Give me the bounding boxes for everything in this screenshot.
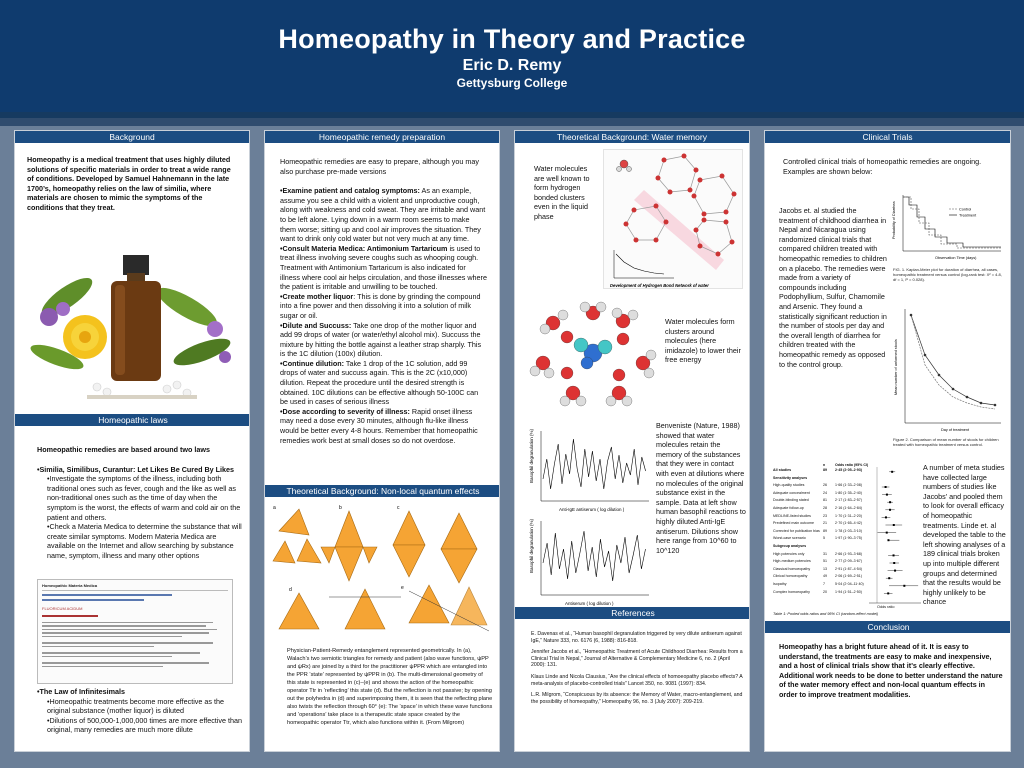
table-cell-or: 2·16 (1·64–2·84) <box>835 505 862 510</box>
table-cell-or: 2·66 (1·93–3·68) <box>835 551 862 556</box>
table-cell-n: 20 <box>823 589 827 594</box>
table-cell-label: Subgroup analyses <box>773 543 807 548</box>
forest-point <box>893 554 895 556</box>
prep-step-2: •Consult Materia Medica: Antimonium Tartaricum is used to treat illness involving severe coughs such as whooping cough. Treatment with Antimonium Tartaricum is also indicated for illness where cool air helps circulation, and those illnesses where the patient is irritable and unwilling to be touched. <box>280 243 487 292</box>
km-xlabel: Observation Time (days) <box>935 256 977 260</box>
svg-text:e: e <box>401 585 404 591</box>
table-cell-label: Adequate follow-up <box>773 505 804 510</box>
km-legend-control: Control <box>959 207 972 212</box>
table-caption: Table 1: Pooled odds ratios and 95% CI (random-effect model) <box>773 612 879 616</box>
prep-step-4: •Dilute and Succuss: Take one drop of the mother liquor and add 99 drops of water (or water/ethyl alcohol mix). Succuss the mixture by hitting the bottle against a leather strap sharply. This is the 1C dilution (100x) dilution. <box>280 320 482 359</box>
table-cell-label: MEDLINE-listed studies <box>773 513 811 518</box>
forest-point <box>888 577 890 579</box>
table-cell-or: 2·70 (1·65–4·42) <box>835 521 862 526</box>
table-cell-or: 1·80 (1·35–2·40) <box>835 490 862 495</box>
header-stripe <box>0 118 1024 126</box>
forest-point <box>889 501 891 503</box>
section-title-homeopathic-laws: Homeopathic laws <box>15 414 250 426</box>
forest-point <box>893 562 895 564</box>
basophil-plots <box>529 423 653 609</box>
section-title-references: References <box>515 607 750 619</box>
prep-step-1: •Examine patient and catalog symptoms: As an example, assume you see a child with a violent and unproductive cough, along with weakness and cold sweat. They are irritable and want to be left alone. Lying down in a warm room seems to make them worse; sitting up and cool air improves the situation. They want to drink only cold water but not very much at any time. <box>280 186 486 244</box>
table-cell-or: 1·94 (1·51–2·50) <box>835 589 862 594</box>
table-cell-n: 89 <box>823 468 827 472</box>
table-cell-n: 13 <box>823 566 827 571</box>
forest-point <box>885 486 887 488</box>
forest-point <box>894 570 896 572</box>
forest-point <box>885 516 887 518</box>
km-caption: FIG. 1. Kaplan-Meier plot for duration of diarrhea, all cases, homeopathic treatment versus control (log-rank test: X² = 4.8, df = 1, P = 0.028). <box>893 267 1002 283</box>
table-cell-label: Isopathy <box>773 581 787 586</box>
forest-point <box>887 592 889 594</box>
table-cell-or: 1·70 (1·31–2·20) <box>835 513 862 518</box>
hydrogen-bond-figure <box>603 149 743 289</box>
law2-bullet-2: •Dilutions of 500,000-1,000,000 times are more effective than original, many remedies are much more dilute <box>47 715 242 735</box>
table-cell-label: Sensitivity analyses <box>773 475 808 480</box>
prep-text <box>265 143 499 445</box>
references-list <box>531 631 743 710</box>
law1-title: •Similia, Similibus, Curantur: Let Likes Be Cured By Likes <box>37 464 235 474</box>
jacobs-text: Jacobs et. al studied the treatment of childhood diarrhea in Nepal and Nicaragua using randomized clinical trials that compared children treated with homeopathic remedies to children on a placebo. The remedies were made from a variety of compounds including Podophyllium, Sulfur, Chamomile and Arsenic. They found a statistically significant reduction in the number of stools per day and the overall length of diarrhea for children treated with the homeopathic remedy as opposed to the control group. <box>779 206 887 369</box>
table-cell-label: Adequate concealment <box>773 490 810 495</box>
table-cell-label: Double-blinding stated <box>773 498 809 503</box>
table-cell-or: 2·91 (1·87–4·54) <box>835 566 862 571</box>
table-xlabel: Odds ratio <box>877 605 895 609</box>
quantum-caption: Physician-Patient-Remedy entanglement represented geometrically. In (a), Walach’s two semiotic triangles for remedy and patient (also wave functions, ψPP and ψRx) are joined by a third for the practitioner ψPPR which are entangled into the PPR ‘state’ represented by ψPPR in (b). The multi-dimensional geometry of this state is represented in (c)–(e) and shows the action of the homeopathic operator Ttr in ‘reflecting’ this state (d). But the reflection is not passive; by opening out the polyhedra in (d) and superimposing them, it is seen that the reflecting plane also twists the reflection through 60° (e): The ‘space’ in which these wave functions and ‘operations’ take place is a therapeutic state space created by the homeopathic operator Ttr, which also functions within it. (From Milgrom) <box>287 648 493 726</box>
table-cell-n: 31 <box>823 551 827 556</box>
water-text-1: Water molecules are well known to form hydrogen bonded clusters even in the liquid phase <box>534 164 590 221</box>
meta-text: A number of meta studies have collected large numbers of studies like Jacobs’ and pooled them to look for overall efficacy of homeopathic treatments. Linde et. al developed the table to the left showing analyses of a 189 clinical trials broken up into multiple different groups and determined that the results would be highly unlikely to be chance <box>923 463 1006 607</box>
table-cell-label: Complex homoeopathy <box>773 589 810 594</box>
poster-institution: Gettysburg College <box>456 76 568 90</box>
stools-ylabel: Mean number of unformed stools <box>894 339 898 395</box>
reference-2: Jennifer Jacobs et al., “Homeopathic Treatment of Acute Childhood Diarrhea: Results from a Clinical Trial in Nepal,” Journal of Alternative & Complementary Medicine 6, no. 2 (April 2000): 131. <box>531 649 743 669</box>
plot-ylabel-1: Basophil degranulation (%) <box>529 428 534 483</box>
kaplan-meier-figure <box>891 189 1007 303</box>
trials-intro: Controlled clinical trials of homeopathic remedies are ongoing. Examples are shown below: <box>783 157 982 176</box>
laws-lead: Homeopathic remedies are based around two laws <box>37 445 210 454</box>
mean-stools-figure <box>891 305 1007 459</box>
forest-point <box>887 539 889 541</box>
table-cell-or: 5·04 (2·04–11·40) <box>835 581 864 586</box>
table-cell-n: 23 <box>823 513 827 518</box>
prep-step-3: •Create mother liquor: This is done by grinding the compound into a fine power and then dissolving it into a solution of milk sugar or oil. <box>280 291 481 320</box>
law1-bullet-1: •Investigate the symptoms of the illness, including both traditional ones such as fever, cough and the like as well as non-traditional ones such as the time of day when the symptom is the worst, the effects of warm and cold air on the patient and others. <box>47 474 241 522</box>
laws-text <box>37 445 243 561</box>
table-cell-or: 1·66 (1·33–2·08) <box>835 483 862 488</box>
entanglement-figure <box>269 501 497 643</box>
section-title-conclusion: Conclusion <box>765 621 1011 633</box>
odds-ratio-table <box>773 463 923 625</box>
prep-step-5: •Continue dilution: Take 1 drop of the 1C solution, add 99 drops of water and succuss again. This is the 2C (x10,000) dilution. Repeat the procedure until the desired strength is obtained. 10C dilutions can be effective although 50-100C can be used in cases of serious illness <box>280 358 479 407</box>
law2-title: •The Law of Infinitesimals <box>37 687 125 696</box>
column-1 <box>14 130 250 752</box>
stools-caption: Figure 2. Comparison of mean number of stools for children treated with homeopathic treatment versus control. <box>893 437 999 448</box>
forest-point <box>903 585 905 587</box>
herbal-remedy-photo <box>27 237 239 407</box>
table-cell-label: Worst-case scenario <box>773 536 806 541</box>
table-cell-label: High-quality studies <box>773 483 805 488</box>
column-2 <box>264 130 500 752</box>
background-text: Homeopathy is a medical treatment that uses highly diluted solutions of specific materials in order to treat a wide range of conditions. Developed by Samuel Hahnemann in the late 1700’s, homeopathy relies on the law of similia, where materials are chosen to mimic the symptoms of the conditions that they treat. <box>27 155 231 212</box>
table-cell-n: 24 <box>823 490 827 495</box>
reference-4: L.R. Milgrom, “Conspicuous by its absence: the Memory of Water, macro-entanglement, and the possibility of homeopathy,” Homeopathy 96, no. 3 (July 2007): 209-219. <box>531 692 743 705</box>
table-cell-label: Clinical homoeopathy <box>773 574 808 579</box>
table-cell-or: 2·45 (2·05–2·93) <box>835 468 862 472</box>
prep-intro: Homeopathic remedies are easy to prepare, although you may also purchase pre-made versions <box>280 157 479 176</box>
section-title-remedy-preparation: Homeopathic remedy preparation <box>265 131 499 143</box>
table-cell-n: 26 <box>823 483 827 488</box>
svg-text:c: c <box>397 505 400 511</box>
forest-point <box>886 494 888 496</box>
law1-bullet-2: •Check a Materia Medica to determine the substance that will create similar symptoms. Modern Materia Medica are available on the Internet and allow searching by substance name, symptom, illness and many other options <box>47 522 242 560</box>
table-cell-n: 21 <box>823 521 827 526</box>
plot-xlabel-1: Anti-IgE antiserum ( log dilution ) <box>559 507 625 512</box>
screenshot-title: Homeopathic Materia Medica <box>42 583 98 588</box>
table-cell-or: 1·97 (1·90–3·75) <box>835 536 862 541</box>
forest-point <box>886 532 888 534</box>
materia-medica-screenshot <box>37 579 233 684</box>
table-cell-label: High-medium potencies <box>773 559 811 564</box>
table-cell-n: 89 <box>823 528 827 533</box>
table-cell-n: 51 <box>823 559 827 564</box>
svg-text:a: a <box>273 505 276 511</box>
table-cell-label: Predefined main outcome <box>773 521 814 526</box>
table-cell-or: 1·78 (1·03–3·10) <box>835 528 862 533</box>
section-title-quantum-effects: Theoretical Background: Non-local quantum effects <box>265 485 500 497</box>
reference-3: Klaus Linde and Nicola Clausius, “Are the clinical effects of homoeopathy placebo effects? A meta-analysis of placebo-controlled trials” Lancet 350, no. 9081 (1997): 834. <box>531 673 743 687</box>
stools-xlabel: Day of treatment <box>941 428 970 432</box>
table-cell-n: 49 <box>823 574 827 579</box>
table-cell-n: 81 <box>823 498 827 503</box>
table-header-n: n <box>823 463 826 467</box>
water-text-2: Water molecules form clusters around molecules (here imidazole) to lower their free energy <box>665 317 741 365</box>
table-cell-label: Classical homoeopathy <box>773 566 811 571</box>
poster-author: Eric D. Remy <box>462 57 562 74</box>
section-title-background: Background <box>15 131 249 143</box>
table-cell-n: 7 <box>823 581 825 586</box>
water-text-3: Benveniste (Nature, 1988) showed that water molecules retain the memory of the substances that they were in contact with even at dilutions where no molecules of the original substance exist in the sample. Data at left show human basophil reactions to highly diluted Anti-IgE antiserum. Dilutions show here range from 10^60 to 10^120 <box>656 421 746 555</box>
prep-step-6: •Dose according to severity of illness: Rapid onset illness may need a dose every 30 minutes, although flu-like illness would be better every 4-8 hours. Remember that homeopathic remedies work best at small doses so do not overdose. <box>280 406 478 445</box>
svg-text:d: d <box>289 587 292 593</box>
km-ylabel: Probability of Diarrhea <box>892 201 896 239</box>
column-3 <box>514 130 750 752</box>
section-title-water-memory: Theoretical Background: Water memory <box>515 131 749 143</box>
forest-point <box>889 509 891 511</box>
plot-ylabel-2: Basophil degranulation (%) <box>529 518 534 573</box>
forest-point <box>893 524 895 526</box>
water-cluster-molecule <box>523 293 663 413</box>
table-cell-or: 2·77 (2·09–3·67) <box>835 559 862 564</box>
reference-1: E. Davenas et al., “Human basophil degranulation triggered by very dilute antiserum against IgE,” Nature 333, no. 6176 (6, 1988): 816-818. <box>531 631 742 644</box>
table-header-or: Odds ratio (95% CI) <box>835 463 869 467</box>
law2-bullet-1: •Homeopathic treatments become more effective as the original substance (mother liquor) is diluted <box>47 696 224 716</box>
table-cell-n: 5 <box>823 536 825 541</box>
forest-point <box>891 471 893 473</box>
poster-header <box>0 0 1024 118</box>
table-cell-label: Corrected for publication bias <box>773 528 820 533</box>
screenshot-heading: FLUORICUM ACIDUM <box>42 606 83 611</box>
table-cell-or: 2·06 (1·69–2·51) <box>835 574 862 579</box>
svg-text:b: b <box>339 505 342 511</box>
table-cell-n: 28 <box>823 505 827 510</box>
column-4 <box>764 130 1011 752</box>
table-cell-label: High potencies only <box>773 551 805 556</box>
section-title-clinical-trials: Clinical Trials <box>765 131 1010 143</box>
table-cell-label: All studies <box>773 468 792 472</box>
conclusion-text: Homeopathy has a bright future ahead of it. It is easy to understand, the treatments are easy to make and inexpensive, and a host of clinical trials show that it's clearly effective. Additional work needs to be done to better understand the nature of the water memory effect and non-local quantum effects in order to improve treatment modalities. <box>779 642 1003 699</box>
poster-title: Homeopathy in Theory and Practice <box>278 24 746 54</box>
km-legend-treatment: Treatment <box>959 213 977 218</box>
table-cell-or: 2·17 (1·83–2·57) <box>835 498 862 503</box>
plot-xlabel-2: Antiserum ( log dilution ) <box>565 601 614 606</box>
laws-text-2 <box>37 687 243 735</box>
hydrogen-bond-caption: Development of Hydrogen Bond Network of water <box>610 283 709 288</box>
